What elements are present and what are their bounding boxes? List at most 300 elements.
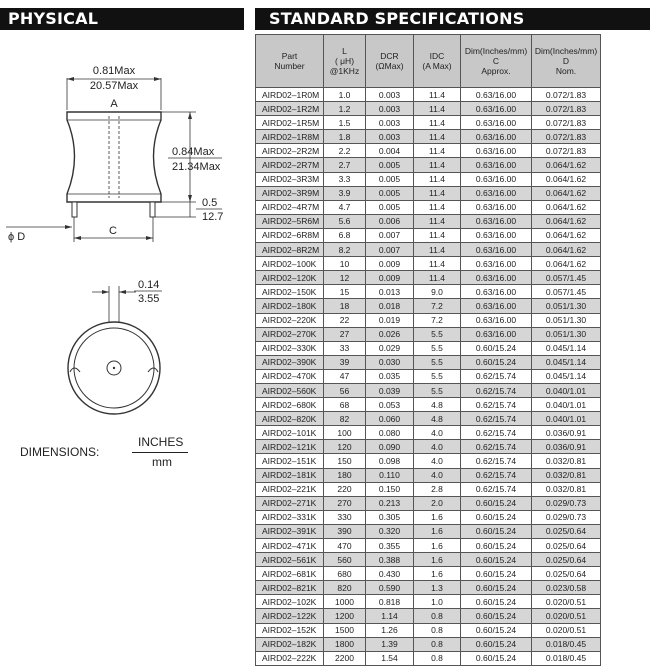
cell-dcr: 0.005 <box>366 200 414 214</box>
dimensions-denominator: mm <box>152 455 172 469</box>
column-header-line: IDC <box>429 51 445 61</box>
cell-dim-d: 0.045/1.14 <box>532 341 601 355</box>
cell-part-number: AIRD02–120K <box>256 271 324 285</box>
table-header-row <box>256 35 601 88</box>
table-row <box>256 651 601 665</box>
cell-inductance: 560 <box>324 553 366 567</box>
cell-part-number: AIRD02–6R8M <box>256 228 324 242</box>
cell-dcr: 1.39 <box>366 637 414 651</box>
cell-dim-c: 0.63/16.00 <box>461 271 532 285</box>
table-row <box>256 412 601 426</box>
cell-dcr: 0.320 <box>366 524 414 538</box>
cell-dim-c: 0.63/16.00 <box>461 130 532 144</box>
cell-part-number: AIRD02–680K <box>256 398 324 412</box>
cell-dim-d: 0.072/1.83 <box>532 88 601 102</box>
cell-part-number: AIRD02–2R7M <box>256 158 324 172</box>
cell-inductance: 330 <box>324 510 366 524</box>
cell-dim-d: 0.064/1.62 <box>532 214 601 228</box>
cell-dim-d: 0.064/1.62 <box>532 172 601 186</box>
cell-dcr: 0.150 <box>366 482 414 496</box>
cell-dim-d: 0.018/0.45 <box>532 637 601 651</box>
cell-dcr: 0.060 <box>366 412 414 426</box>
column-header-line: C <box>492 56 500 66</box>
cell-dim-d: 0.064/1.62 <box>532 200 601 214</box>
table-row <box>256 609 601 623</box>
cell-inductance: 1000 <box>324 595 366 609</box>
cell-dim-d: 0.057/1.45 <box>532 285 601 299</box>
cell-idc: 1.6 <box>414 524 461 538</box>
cell-part-number: AIRD02–681K <box>256 567 324 581</box>
cell-idc: 4.8 <box>414 412 461 426</box>
coil-body <box>67 112 161 202</box>
cell-part-number: AIRD02–180K <box>256 299 324 313</box>
cell-idc: 1.6 <box>414 567 461 581</box>
cell-dcr: 0.003 <box>366 130 414 144</box>
cell-part-number: AIRD02–331K <box>256 510 324 524</box>
cell-dcr: 0.013 <box>366 285 414 299</box>
cell-dcr: 0.007 <box>366 243 414 257</box>
table-row <box>256 130 601 144</box>
table-row <box>256 567 601 581</box>
cell-dcr: 0.053 <box>366 398 414 412</box>
cell-dcr: 0.090 <box>366 440 414 454</box>
cell-dcr: 0.305 <box>366 510 414 524</box>
cell-dim-c: 0.62/15.74 <box>461 398 532 412</box>
cell-idc: 11.4 <box>414 116 461 130</box>
cell-idc: 7.2 <box>414 313 461 327</box>
cell-idc: 0.8 <box>414 609 461 623</box>
standard-specifications-header: STANDARD SPECIFICATIONS <box>255 8 650 30</box>
cell-dim-d: 0.036/0.91 <box>532 440 601 454</box>
cell-inductance: 1200 <box>324 609 366 623</box>
column-header-line: Number <box>274 61 305 71</box>
label-c: C <box>109 225 117 237</box>
cell-dim-c: 0.62/15.74 <box>461 412 532 426</box>
column-header-line: Dim(Inches/mm) <box>534 46 598 56</box>
cell-dim-c: 0.62/15.74 <box>461 440 532 454</box>
cell-idc: 11.4 <box>414 257 461 271</box>
table-row <box>256 623 601 637</box>
cell-part-number: AIRD02–4R7M <box>256 200 324 214</box>
cell-inductance: 2.7 <box>324 158 366 172</box>
cell-dim-c: 0.63/16.00 <box>461 327 532 341</box>
cell-dim-c: 0.62/15.74 <box>461 482 532 496</box>
cell-idc: 5.5 <box>414 341 461 355</box>
cell-part-number: AIRD02–1R2M <box>256 102 324 116</box>
cell-inductance: 5.6 <box>324 214 366 228</box>
height-inch-label: 0.84Max <box>172 146 215 158</box>
cell-idc: 4.0 <box>414 468 461 482</box>
column-header-line: Approx. <box>481 66 511 76</box>
cell-dim-c: 0.63/16.00 <box>461 144 532 158</box>
dimensions-label: DIMENSIONS: <box>20 445 100 459</box>
cell-dim-c: 0.60/15.24 <box>461 510 532 524</box>
column-header-line: DCR <box>380 51 399 61</box>
top-view-center-dot <box>113 367 115 369</box>
cell-dim-c: 0.60/15.24 <box>461 524 532 538</box>
cell-idc: 1.0 <box>414 595 461 609</box>
cell-idc: 2.0 <box>414 496 461 510</box>
table-row <box>256 426 601 440</box>
specifications-table <box>255 34 601 666</box>
cell-dim-d: 0.040/1.01 <box>532 398 601 412</box>
cell-idc: 11.4 <box>414 102 461 116</box>
cell-part-number: AIRD02–222K <box>256 651 324 665</box>
cell-inductance: 1.0 <box>324 88 366 102</box>
cell-idc: 2.8 <box>414 482 461 496</box>
cell-part-number: AIRD02–3R3M <box>256 172 324 186</box>
cell-dim-c: 0.63/16.00 <box>461 228 532 242</box>
cell-dcr: 0.030 <box>366 355 414 369</box>
cell-dcr: 0.430 <box>366 567 414 581</box>
cell-dcr: 0.110 <box>366 468 414 482</box>
cell-dim-d: 0.040/1.01 <box>532 383 601 397</box>
cell-part-number: AIRD02–1R8M <box>256 130 324 144</box>
table-row <box>256 383 601 397</box>
column-header-line: @1KHz <box>329 66 360 76</box>
cell-idc: 11.4 <box>414 144 461 158</box>
column-header-line: (ΩMax) <box>375 61 404 71</box>
table-row <box>256 510 601 524</box>
cell-part-number: AIRD02–561K <box>256 553 324 567</box>
cell-dim-d: 0.064/1.62 <box>532 186 601 200</box>
column-header-part-number <box>256 35 324 88</box>
cell-dim-c: 0.60/15.24 <box>461 567 532 581</box>
cell-idc: 4.0 <box>414 426 461 440</box>
cell-dim-c: 0.60/15.24 <box>461 341 532 355</box>
cell-dim-d: 0.051/1.30 <box>532 313 601 327</box>
cell-dim-d: 0.072/1.83 <box>532 102 601 116</box>
cell-dim-c: 0.63/16.00 <box>461 214 532 228</box>
cell-idc: 7.2 <box>414 299 461 313</box>
cell-inductance: 18 <box>324 299 366 313</box>
cell-idc: 0.8 <box>414 623 461 637</box>
width-inch-label: 0.81Max <box>92 65 136 77</box>
cell-idc: 11.4 <box>414 228 461 242</box>
table-row <box>256 285 601 299</box>
cell-dim-d: 0.032/0.81 <box>532 468 601 482</box>
cell-idc: 5.5 <box>414 369 461 383</box>
cell-dim-d: 0.025/0.64 <box>532 567 601 581</box>
table-row <box>256 228 601 242</box>
cell-inductance: 680 <box>324 567 366 581</box>
cell-part-number: AIRD02–102K <box>256 595 324 609</box>
cell-dcr: 0.355 <box>366 539 414 553</box>
cell-dcr: 0.007 <box>366 228 414 242</box>
cell-part-number: AIRD02–100K <box>256 257 324 271</box>
cell-dcr: 0.004 <box>366 144 414 158</box>
cell-dim-c: 0.63/16.00 <box>461 186 532 200</box>
dimensions-fraction-line <box>132 452 188 453</box>
table-row <box>256 313 601 327</box>
cell-dim-d: 0.072/1.83 <box>532 116 601 130</box>
table-row <box>256 355 601 369</box>
cell-dcr: 0.590 <box>366 581 414 595</box>
cell-idc: 11.4 <box>414 186 461 200</box>
cell-dcr: 1.14 <box>366 609 414 623</box>
lead-right <box>150 202 155 217</box>
cell-idc: 5.5 <box>414 383 461 397</box>
cell-part-number: AIRD02–151K <box>256 454 324 468</box>
column-header-idc <box>414 35 461 88</box>
column-header-inductance <box>324 35 366 88</box>
cell-dim-c: 0.60/15.24 <box>461 637 532 651</box>
cell-part-number: AIRD02–150K <box>256 285 324 299</box>
cell-dcr: 0.098 <box>366 454 414 468</box>
cell-inductance: 3.9 <box>324 186 366 200</box>
cell-dim-c: 0.62/15.74 <box>461 369 532 383</box>
hole-inch-label: 0.14 <box>138 279 160 291</box>
label-d: ϕ D <box>8 231 26 243</box>
cell-dim-c: 0.63/16.00 <box>461 172 532 186</box>
cell-inductance: 180 <box>324 468 366 482</box>
table-row <box>256 482 601 496</box>
cell-dim-c: 0.62/15.74 <box>461 426 532 440</box>
cell-dim-c: 0.60/15.24 <box>461 539 532 553</box>
cell-part-number: AIRD02–471K <box>256 539 324 553</box>
cell-idc: 1.6 <box>414 539 461 553</box>
cell-idc: 9.0 <box>414 285 461 299</box>
table-row <box>256 144 601 158</box>
cell-inductance: 33 <box>324 341 366 355</box>
cell-dim-c: 0.63/16.00 <box>461 88 532 102</box>
column-header-line: Part <box>281 51 298 61</box>
table-row <box>256 243 601 257</box>
cell-part-number: AIRD02–560K <box>256 383 324 397</box>
cell-inductance: 82 <box>324 412 366 426</box>
column-header-dim-d <box>532 35 601 88</box>
cell-dim-d: 0.025/0.64 <box>532 539 601 553</box>
cell-inductance: 220 <box>324 482 366 496</box>
table-row <box>256 186 601 200</box>
table-row <box>256 440 601 454</box>
dimensions-numerator: INCHES <box>138 435 184 449</box>
cell-dim-d: 0.020/0.51 <box>532 623 601 637</box>
cell-dcr: 0.003 <box>366 88 414 102</box>
cell-idc: 1.6 <box>414 510 461 524</box>
cell-dim-d: 0.020/0.51 <box>532 595 601 609</box>
cell-inductance: 68 <box>324 398 366 412</box>
cell-inductance: 27 <box>324 327 366 341</box>
table-row <box>256 271 601 285</box>
inductor-drawing <box>0 40 245 435</box>
c-arrow-right <box>146 236 153 240</box>
table-row <box>256 637 601 651</box>
cell-dcr: 1.26 <box>366 623 414 637</box>
cell-dcr: 0.005 <box>366 186 414 200</box>
cell-dim-d: 0.045/1.14 <box>532 355 601 369</box>
cell-inductance: 2200 <box>324 651 366 665</box>
table-body <box>256 88 601 666</box>
table-row <box>256 299 601 313</box>
table-row <box>256 496 601 510</box>
lead-inch-label: 0.5 <box>202 197 218 209</box>
cell-idc: 1.6 <box>414 553 461 567</box>
cell-dcr: 0.019 <box>366 313 414 327</box>
table-row <box>256 581 601 595</box>
cell-dim-d: 0.072/1.83 <box>532 130 601 144</box>
table-row <box>256 539 601 553</box>
cell-dim-c: 0.60/15.24 <box>461 609 532 623</box>
cell-idc: 1.3 <box>414 581 461 595</box>
cell-idc: 4.8 <box>414 398 461 412</box>
column-header-line: ( μH) <box>334 56 355 66</box>
width-mm-label: 20.57Max <box>89 80 139 92</box>
lead-mm-label: 12.7 <box>202 211 224 223</box>
cell-inductance: 47 <box>324 369 366 383</box>
table-row <box>256 214 601 228</box>
cell-dim-c: 0.63/16.00 <box>461 116 532 130</box>
cell-dcr: 1.54 <box>366 651 414 665</box>
cell-part-number: AIRD02–3R9M <box>256 186 324 200</box>
cell-inductance: 1800 <box>324 637 366 651</box>
cell-idc: 11.4 <box>414 271 461 285</box>
cell-dim-c: 0.60/15.24 <box>461 581 532 595</box>
cell-inductance: 2.2 <box>324 144 366 158</box>
table-row <box>256 468 601 482</box>
cell-part-number: AIRD02–390K <box>256 355 324 369</box>
hole-arrow-right <box>119 290 126 294</box>
cell-dcr: 0.009 <box>366 271 414 285</box>
hole-mm-label: 3.55 <box>138 293 160 305</box>
table-row <box>256 257 601 271</box>
cell-inductance: 3.3 <box>324 172 366 186</box>
cell-inductance: 470 <box>324 539 366 553</box>
cell-inductance: 6.8 <box>324 228 366 242</box>
cell-dim-d: 0.029/0.73 <box>532 496 601 510</box>
cell-idc: 11.4 <box>414 200 461 214</box>
cell-dim-c: 0.62/15.74 <box>461 454 532 468</box>
cell-part-number: AIRD02–220K <box>256 313 324 327</box>
cell-dim-c: 0.63/16.00 <box>461 285 532 299</box>
hole-arrow-left <box>102 290 109 294</box>
cell-dim-d: 0.020/0.51 <box>532 609 601 623</box>
cell-idc: 11.4 <box>414 172 461 186</box>
cell-idc: 11.4 <box>414 158 461 172</box>
table-row <box>256 341 601 355</box>
cell-idc: 11.4 <box>414 130 461 144</box>
table-row <box>256 454 601 468</box>
cell-dim-d: 0.029/0.73 <box>532 510 601 524</box>
table-row <box>256 369 601 383</box>
physical-characteristics-header: PHYSICAL CHARACTERISTICS <box>0 8 244 30</box>
column-header-line: D <box>562 56 570 66</box>
cell-part-number: AIRD02–8R2M <box>256 243 324 257</box>
cell-idc: 11.4 <box>414 214 461 228</box>
cell-dim-c: 0.60/15.24 <box>461 496 532 510</box>
table-row <box>256 116 601 130</box>
cell-dim-d: 0.023/0.58 <box>532 581 601 595</box>
cell-dcr: 0.009 <box>366 257 414 271</box>
cell-part-number: AIRD02–181K <box>256 468 324 482</box>
cell-dim-d: 0.032/0.81 <box>532 482 601 496</box>
cell-inductance: 15 <box>324 285 366 299</box>
cell-idc: 11.4 <box>414 243 461 257</box>
cell-part-number: AIRD02–121K <box>256 440 324 454</box>
height-arrow-top <box>188 112 192 119</box>
cell-inductance: 1.8 <box>324 130 366 144</box>
cell-dcr: 0.005 <box>366 158 414 172</box>
table-row <box>256 158 601 172</box>
cell-inductance: 10 <box>324 257 366 271</box>
cell-dim-c: 0.63/16.00 <box>461 158 532 172</box>
cell-dim-c: 0.63/16.00 <box>461 257 532 271</box>
cell-dcr: 0.388 <box>366 553 414 567</box>
cell-idc: 11.4 <box>414 88 461 102</box>
table-row <box>256 102 601 116</box>
cell-dcr: 0.006 <box>366 214 414 228</box>
cell-dim-c: 0.62/15.74 <box>461 383 532 397</box>
cell-part-number: AIRD02–1R5M <box>256 116 324 130</box>
table-row <box>256 524 601 538</box>
cell-inductance: 1.2 <box>324 102 366 116</box>
cell-dim-d: 0.064/1.62 <box>532 228 601 242</box>
cell-dcr: 0.003 <box>366 102 414 116</box>
cell-dim-c: 0.60/15.24 <box>461 355 532 369</box>
label-a: A <box>110 98 118 110</box>
cell-dim-d: 0.064/1.62 <box>532 243 601 257</box>
table-row <box>256 327 601 341</box>
cell-part-number: AIRD02–221K <box>256 482 324 496</box>
cell-dim-d: 0.032/0.81 <box>532 454 601 468</box>
lead-left <box>72 202 77 217</box>
cell-dim-d: 0.051/1.30 <box>532 299 601 313</box>
cell-part-number: AIRD02–391K <box>256 524 324 538</box>
cell-inductance: 4.7 <box>324 200 366 214</box>
cell-inductance: 270 <box>324 496 366 510</box>
cell-dim-c: 0.60/15.24 <box>461 623 532 637</box>
cell-dcr: 0.029 <box>366 341 414 355</box>
cell-part-number: AIRD02–821K <box>256 581 324 595</box>
cell-dim-c: 0.63/16.00 <box>461 299 532 313</box>
cell-dim-d: 0.045/1.14 <box>532 369 601 383</box>
cell-dim-c: 0.60/15.24 <box>461 553 532 567</box>
column-header-line: L <box>342 46 347 56</box>
cell-inductance: 120 <box>324 440 366 454</box>
cell-part-number: AIRD02–101K <box>256 426 324 440</box>
cell-dim-d: 0.064/1.62 <box>532 158 601 172</box>
cell-dcr: 0.026 <box>366 327 414 341</box>
column-header-line: (A Max) <box>422 61 452 71</box>
cell-inductance: 39 <box>324 355 366 369</box>
cell-dim-d: 0.057/1.45 <box>532 271 601 285</box>
cell-part-number: AIRD02–270K <box>256 327 324 341</box>
width-arrow-left <box>67 77 74 81</box>
cell-part-number: AIRD02–470K <box>256 369 324 383</box>
cell-inductance: 150 <box>324 454 366 468</box>
cell-part-number: AIRD02–1R0M <box>256 88 324 102</box>
cell-dim-c: 0.63/16.00 <box>461 243 532 257</box>
cell-inductance: 22 <box>324 313 366 327</box>
dimensions-legend <box>20 435 220 475</box>
cell-part-number: AIRD02–820K <box>256 412 324 426</box>
cell-inductance: 1500 <box>324 623 366 637</box>
cell-dim-d: 0.036/0.91 <box>532 426 601 440</box>
cell-dim-c: 0.60/15.24 <box>461 651 532 665</box>
column-header-dcr <box>366 35 414 88</box>
height-mm-label: 21.34Max <box>172 161 221 173</box>
cell-inductance: 820 <box>324 581 366 595</box>
table-row <box>256 88 601 102</box>
cell-part-number: AIRD02–271K <box>256 496 324 510</box>
width-arrow-right <box>154 77 161 81</box>
cell-idc: 4.0 <box>414 454 461 468</box>
c-arrow-left <box>74 236 81 240</box>
cell-idc: 5.5 <box>414 327 461 341</box>
cell-dim-d: 0.018/0.45 <box>532 651 601 665</box>
cell-part-number: AIRD02–122K <box>256 609 324 623</box>
cell-part-number: AIRD02–5R6M <box>256 214 324 228</box>
